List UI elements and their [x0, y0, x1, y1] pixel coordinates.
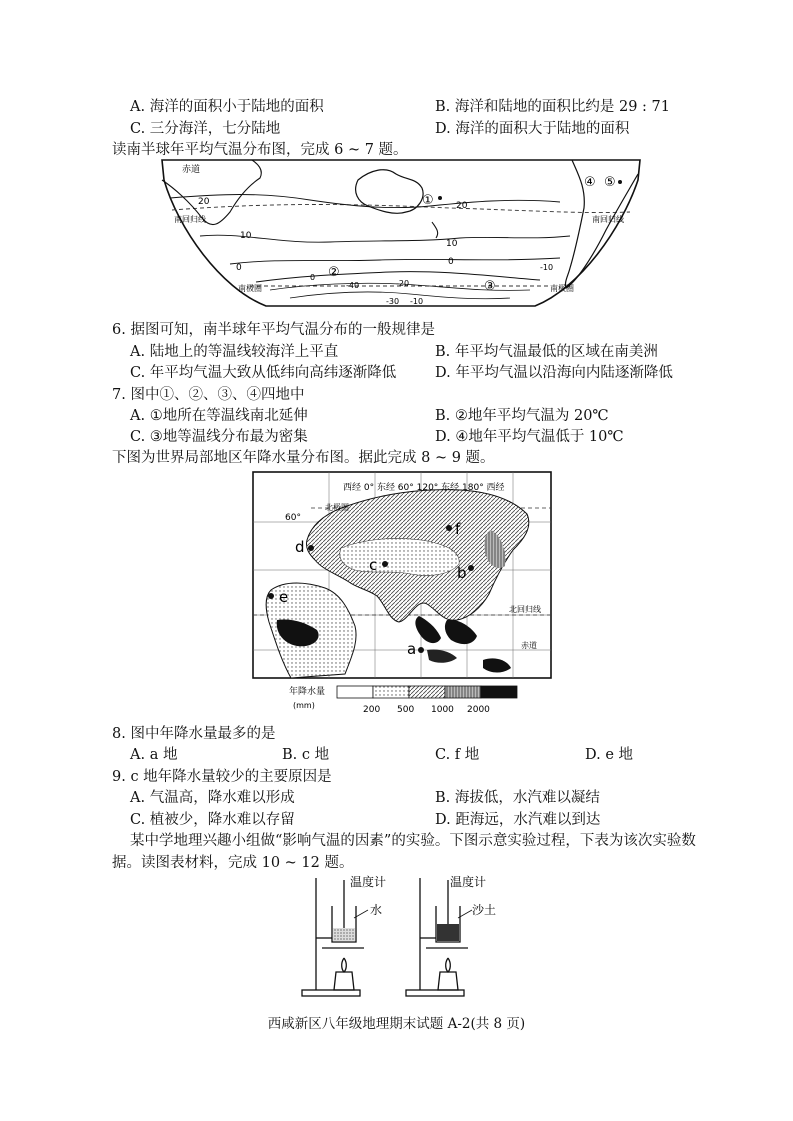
map2-point-b: b [457, 564, 467, 582]
southern-hemisphere-temperature-map [160, 158, 642, 310]
map1-isotherm-10: 10 [240, 231, 252, 241]
legend-1000: 1000 [431, 705, 454, 715]
q8-option-b: B. c 地 [282, 747, 330, 763]
map2-tropic-label: 北回归线 [509, 605, 541, 614]
intro-8-9: 下图为世界局部地区年降水量分布图。据此完成 8 ~ 9 题。 [112, 450, 495, 466]
q5-option-b: B. 海洋和陆地的面积比约是 29 : 71 [435, 99, 670, 115]
q8-option-c: C. f 地 [435, 747, 480, 763]
map1-marker-2: ② [328, 265, 340, 280]
legend-2000: 2000 [467, 705, 490, 715]
map1-tropic-label-2: 南回归线 [592, 215, 624, 224]
map1-isotherm-20b: 20 [456, 201, 468, 211]
map1-equator-label: 赤道 [182, 165, 201, 175]
world-precipitation-map [251, 470, 553, 718]
q8-option-d: D. e 地 [585, 747, 634, 763]
map1-isotherm-m10b: -10 [540, 263, 554, 272]
map1-marker-3: ③ [484, 279, 496, 294]
legend-title: 年降水量 [289, 687, 326, 697]
map2-lat60-label: 60° [285, 513, 301, 523]
q9-option-a: A. 气温高，降水难以形成 [130, 790, 295, 806]
map1-isotherm-0b: 0 [448, 257, 454, 267]
legend-unit: (mm) [293, 701, 315, 710]
map1-marker-4: ④ [584, 175, 596, 190]
q7-option-b: B. ②地年平均气温为 20℃ [435, 408, 609, 424]
intro-10-12-line2: 据。读图表材料，完成 10 ~ 12 题。 [112, 855, 354, 871]
water-label: 水 [370, 903, 383, 917]
q5-option-a: A. 海洋的面积小于陆地的面积 [130, 99, 324, 115]
map1-isotherm-m20: -20 [396, 279, 410, 288]
map1-isotherm-20: 20 [198, 197, 210, 207]
map2-longitude-labels: 西经 0° 东经 60° 120° 东经 180° 西经 [343, 483, 505, 493]
q7-option-d: D. ④地年平均气温低于 10℃ [435, 429, 624, 445]
q9-option-d: D. 距海远，水汽难以到达 [435, 812, 601, 828]
map1-isotherm-m40: -40 [346, 281, 360, 290]
map1-marker-5: ⑤ [604, 175, 616, 190]
intro-10-12-line1: 某中学地理兴趣小组做“影响气温的因素”的实验。下图示意实验过程，下表为该次实验数 [130, 833, 696, 849]
map2-point-c: c [369, 556, 378, 574]
map2-point-d: d [295, 538, 305, 556]
intro-6-7: 读南半球年平均气温分布图，完成 6 ~ 7 题。 [112, 142, 408, 158]
q6-option-b: B. 年平均气温最低的区域在南美洲 [435, 344, 658, 360]
page-footer: 西咸新区八年级地理期末试题 A-2(共 8 页) [267, 1016, 526, 1032]
thermometer-label-right: 温度计 [450, 875, 487, 889]
thermometer-label-left: 温度计 [350, 875, 387, 889]
q6-stem: 6. 据图可知，南半球年平均气温分布的一般规律是 [112, 322, 435, 338]
q9-option-c: C. 植被少，降水难以存留 [130, 812, 295, 828]
map1-isotherm-m10: -10 [410, 297, 424, 306]
map2-point-f: f [455, 520, 461, 538]
map1-isotherm-10b: 10 [446, 239, 458, 249]
q7-option-a: A. ①地所在等温线南北延伸 [130, 408, 308, 424]
map1-tropic-label: 南回归线 [174, 215, 206, 224]
map2-point-e: e [279, 588, 289, 606]
map2-point-a: a [407, 640, 417, 658]
legend-200: 200 [363, 705, 381, 715]
map1-isotherm-0: 0 [236, 263, 242, 273]
q9-option-b: B. 海拔低，水汽难以凝结 [435, 790, 600, 806]
q6-option-a: A. 陆地上的等温线较海洋上平直 [130, 344, 339, 360]
q7-option-c: C. ③地等温线分布最为密集 [130, 429, 308, 445]
q8-option-a: A. a 地 [130, 747, 178, 763]
q5-option-d: D. 海洋的面积大于陆地的面积 [435, 121, 630, 137]
q7-stem: 7. 图中①、②、③、④四地中 [112, 387, 305, 403]
q6-option-c: C. 年平均气温大致从低纬向高纬逐渐降低 [130, 365, 397, 381]
map1-isotherm-0c: 0 [310, 273, 316, 282]
map1-marker-1: ① [422, 193, 434, 208]
legend-500: 500 [397, 705, 415, 715]
sand-label: 沙土 [472, 903, 497, 917]
q5-option-c: C. 三分海洋，七分陆地 [130, 121, 281, 137]
map1-antarctic-label: 南极圈 [238, 284, 262, 293]
map2-equator-label: 赤道 [521, 641, 537, 650]
map1-antarctic-label-2: 南极圈 [550, 284, 574, 293]
q6-option-d: D. 年平均气温以沿海向内陆逐渐降低 [435, 365, 673, 381]
experiment-illustration [292, 872, 502, 1002]
q8-stem: 8. 图中年降水量最多的是 [112, 726, 276, 742]
map1-isotherm-m30: -30 [386, 297, 400, 306]
map2-arctic-label: 北极圈 [325, 503, 349, 512]
q9-stem: 9. c 地年降水量较少的主要原因是 [112, 769, 332, 785]
